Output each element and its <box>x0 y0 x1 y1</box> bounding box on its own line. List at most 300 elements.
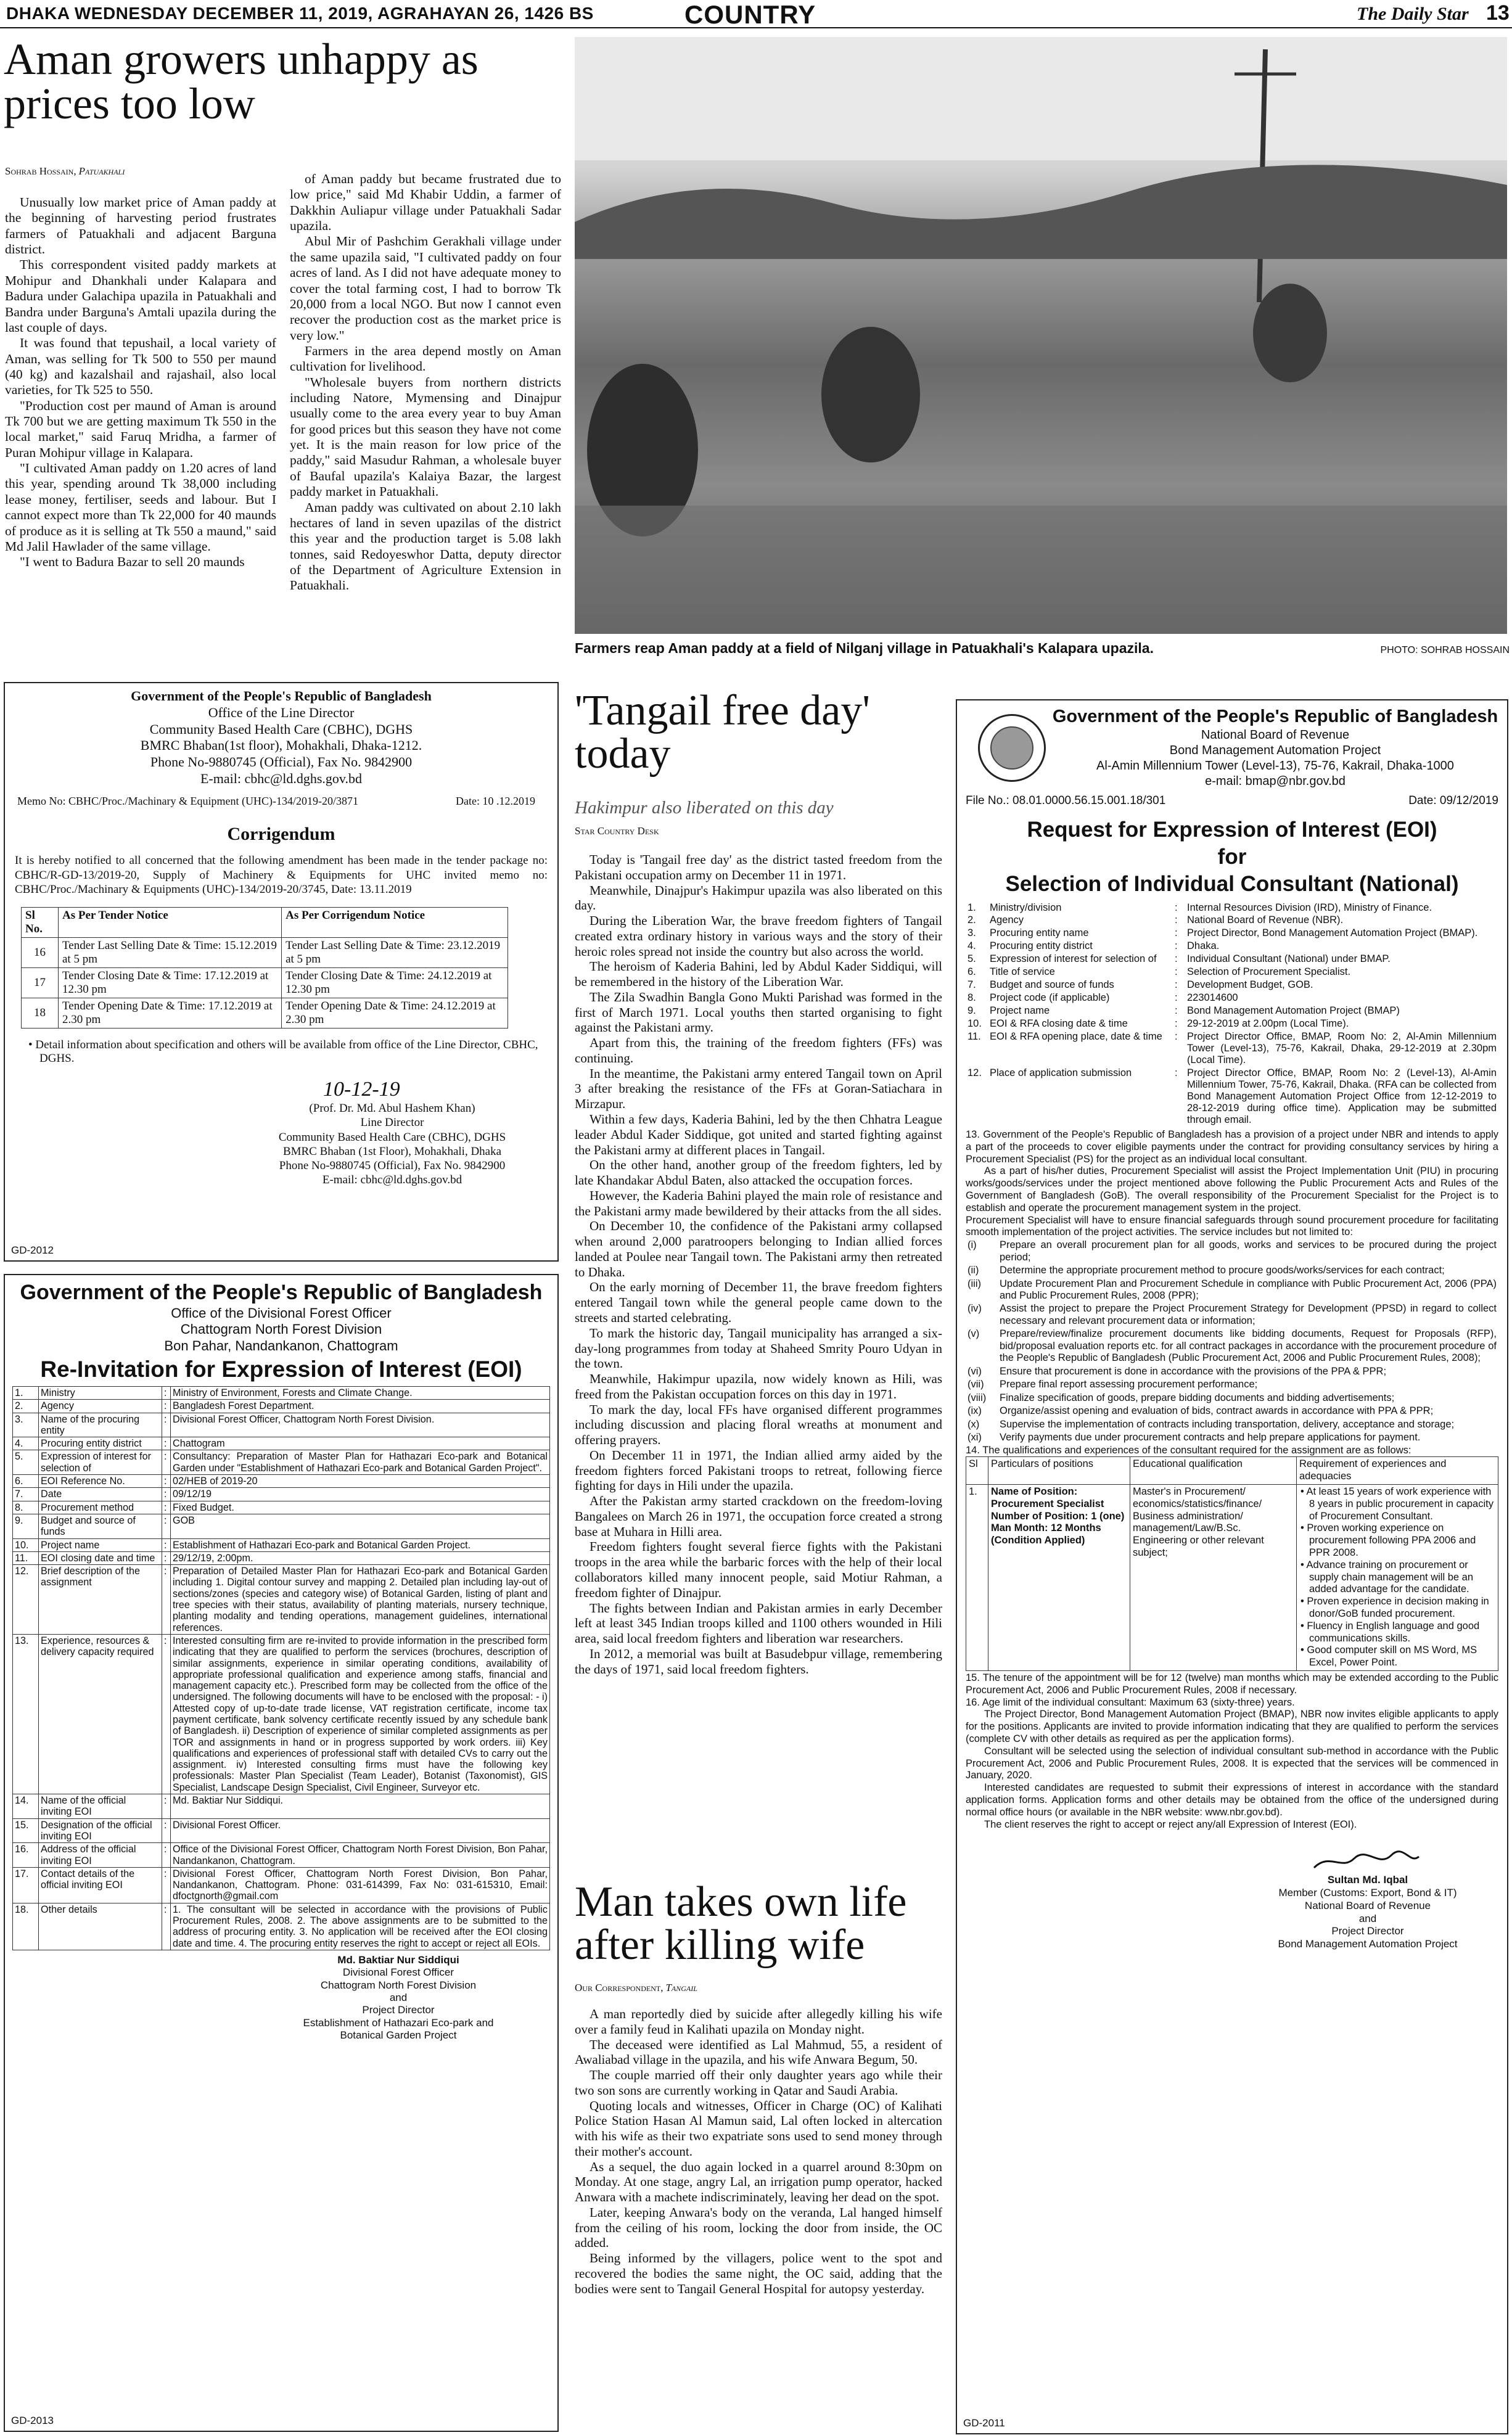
table-cell: Procuring entity name <box>990 927 1089 939</box>
row-value: Consultancy: Preparation of Master Plan for Hathazari Eco-park and Botanical Garden under "Establishment of Hathazari Eco-park and Botanical Garden Project". <box>171 1450 550 1475</box>
list-marker: (ii) <box>968 1265 979 1276</box>
tangail-paragraph: On December 10, the confidence of the Pakistani army collapsed when around 2,000 paratroopers belonging to Indian allied forces landed at Poulee near Tangail town. The Pakistani army then retreated to Dhaka. <box>575 1218 942 1279</box>
table-cell: 12. <box>968 1067 982 1079</box>
row-value: 1. The consultant will be selected in accordance with the provisions of Public Procurement Rules, 2008. 2. The above assignments are to be submitted to the address of procuring entity. 3. No application will be received after the EOI closing date and time. 4. The procuring entity reserves the right to accept or reject all EOIs. <box>171 1903 550 1950</box>
table-row <box>966 1067 1498 1127</box>
table-row <box>13 1488 550 1501</box>
list-item <box>966 1378 1498 1391</box>
table-cell: 1. <box>968 901 976 913</box>
list-marker: (x) <box>968 1418 980 1430</box>
corrigendum-header-line: Phone No-9880745 (Official), Fax No. 9842900 <box>150 754 413 770</box>
corrigendum-signatory-line: Line Director <box>360 1116 424 1130</box>
list-item <box>966 1278 1498 1303</box>
nbr-signatory-line: Sultan Md. Iqbal <box>1327 1874 1408 1886</box>
requirement-text: Proven experience in decision making in donor/GoB funded procurement. <box>1307 1596 1489 1619</box>
table-row <box>13 1818 550 1843</box>
tangail-paragraph: The heroism of Kaderia Bahini, led by Abdul Kader Siddiqui, will be remembered in the history of the Liberation War. <box>575 959 942 990</box>
row-value: Bangladesh Forest Department. <box>171 1400 550 1413</box>
corrigendum-signature: 10-12-19 <box>323 1078 400 1101</box>
page-number: 13 <box>1486 1 1510 25</box>
table-cell: Tender Opening Date & Time: 17.12.2019 at 2.30 pm <box>59 998 282 1029</box>
table-cell: Project Director Office, BMAP, Room No: 2 (Level-13), Al-Amin Millennium Tower, 75-76, Kakrail, Dhaka. (RFA can be collected from Bond Management Automation Project Office from 12-12-2019 to 28-12-2019 during office time). Application may be submitted through email. <box>1187 1067 1497 1125</box>
row-value: Chattogram <box>171 1437 550 1450</box>
forest-header-line: Office of the Divisional Forest Officer <box>171 1305 392 1321</box>
aman-paragraph: "Wholesale buyers from northern districts including Natore, Mymensing and Dinajpur usually come to the area every year to buy Aman for good prices but this season they have not come yet. It is the main reason for low price of the paddy," said Masudur Rahman, a wholesale buyer of Baufal upazila's Kalaiya Bazar, the largest paddy market in Patuakhali. <box>290 374 561 499</box>
aman-paragraph: "I cultivated Aman paddy on 1.20 acres of land this year, spending around Tk 38,000 including lease money, fertiliser, seeds and labour. But I cannot expect more than Tk 22,000 for 40 maunds of produce as it is selling at Tk 550 a maund," said Md Jalil Hawlader of the same village. <box>5 461 276 554</box>
aman-photo-credit: PHOTO: SOHRAB HOSSAIN <box>1380 645 1510 655</box>
table-cell: : <box>1175 914 1178 926</box>
forest-eoi-table <box>12 1386 550 1950</box>
table-row <box>13 1565 550 1635</box>
govt-seal-icon <box>978 714 1046 782</box>
aman-column-2 <box>290 171 561 651</box>
row-value: 02/HEB of 2019-20 <box>171 1475 550 1488</box>
table-row <box>13 1538 550 1551</box>
table-cell: Individual Consultant (National) under BMAP. <box>1187 953 1391 965</box>
masthead <box>0 0 1512 28</box>
row-number: 9. <box>13 1514 39 1538</box>
nbr-p15: 15. The tenure of the appointment will be for 12 (twelve) man months which may be extended according to the Public Procurement Act, 2006 and Public Procurement Rules, 2008 if necessary. <box>966 1672 1498 1696</box>
nbr-signature-scribble <box>1311 1849 1422 1874</box>
nbr-duties-list <box>966 1239 1498 1445</box>
nbr-date: Date: 09/12/2019 <box>1408 794 1498 808</box>
row-colon: : <box>162 1413 171 1437</box>
table-cell: 16 <box>22 938 59 968</box>
tangail-paragraph: In the meantime, the Pakistani army entered Tangail town on April 3 after breaking the resistance of the FFs at Goran-Satiachara in Mirzapur. <box>575 1066 942 1112</box>
table-cell: 11. <box>968 1031 981 1043</box>
aman-paragraph: "I went to Badura Bazar to sell 20 maunds <box>20 554 245 570</box>
row-colon: : <box>162 1565 171 1635</box>
forest-header-line: Bon Pahar, Nandankanon, Chattogram <box>164 1337 398 1353</box>
table-cell: Place of application submission <box>990 1067 1132 1079</box>
nbr-header-line: e-mail: bmap@nbr.gov.bd <box>1205 774 1346 789</box>
nbr-header-line: Al-Amin Millennium Tower (Level-13), 75-76, Kakrail, Dhaka-1000 <box>1096 759 1454 773</box>
row-label: EOI Reference No. <box>39 1475 162 1488</box>
aman-paragraph: Unusually low market price of Aman paddy at the beginning of harvesting period frustrates farmers of Patuakhali and adjacent Barguna district. <box>5 195 276 257</box>
qualification-th: Particulars of positions <box>988 1457 1130 1485</box>
forest-eoi-title: Re-Invitation for Expression of Interest (EOI) <box>40 1356 522 1382</box>
requirement-text: Good computer skill on MS Word, MS Excel, Power Point. <box>1307 1645 1477 1669</box>
row-number: 1. <box>13 1386 39 1399</box>
nbr-p18: Consultant will be selected using the selection of individual consultant sub-method in accordance with the Public Procurement Act, 2006 and Public Procurement Rules, 2008. It is expected that the services will be commenced in January, 2020. <box>966 1745 1498 1781</box>
table-cell: Bond Management Automation Project (BMAP) <box>1187 1005 1400 1017</box>
row-colon: : <box>162 1400 171 1413</box>
tangail-paragraph: Within a few days, Kaderia Bahini, led by the then Chhatra League leader Abdul Kader Siddique, got united and started fighting against the Pakistani army at different places in Tangail. <box>575 1112 942 1157</box>
tangail-paragraph: The fights between Indian and Pakistan armies in early December left at least 345 Indian troops killed and 1100 others wounded in Hili area, said local freedom fighters and liberation war researchers. <box>575 1600 942 1646</box>
row-number: 11. <box>13 1551 39 1564</box>
list-text: Ensure that procurement is done in accordance with the provisions of the PPA & PPR; <box>1000 1365 1387 1377</box>
corrigendum-memo: Memo No: CBHC/Proc./Machinary & Equipment (UHC)-134/2019-20/3871 <box>17 794 358 807</box>
forest-header-line: Government of the People's Republic of Bangladesh <box>20 1281 543 1304</box>
qualification-th: Requirement of experiences and adequacies <box>1297 1457 1498 1485</box>
table-row <box>13 1903 550 1950</box>
requirement-item: • Proven experience in decision making in donor/GoB funded procurement. <box>1300 1596 1489 1619</box>
tangail-paragraph: Today is 'Tangail free day' as the district tasted freedom from the Pakistani occupation army on December 11 in 1971. <box>575 852 942 882</box>
tangail-paragraph: On the other hand, another group of the freedom fighters, led by late Khandakar Abdul Baten, also attacked the occupation forces. <box>575 1157 942 1188</box>
masthead-rule <box>0 27 1512 28</box>
table-cell: 5. <box>968 953 976 965</box>
row-number: 13. <box>13 1634 39 1794</box>
table-row <box>22 938 508 968</box>
row-label: EOI closing date and time <box>39 1551 162 1564</box>
man-paragraph: Later, keeping Anwara's body on the veranda, Lal hanged himself from the ceiling of his room, locking the door from inside, the OC added. <box>575 2204 942 2251</box>
table-row <box>966 1004 1498 1017</box>
aman-paragraph: Abul Mir of Pashchim Gerakhali village under the same upazila said, "I cultivated paddy on four acres of land. As I did not have adequate money to cover the total farming cost, I had to borrow Tk 20,000 from a local NGO. But now I cannot even recover the production cost as the market price is very low." <box>290 234 561 343</box>
table-row <box>966 992 1498 1004</box>
forest-signatory-line: Md. Baktiar Nur Siddiqui <box>337 1953 459 1966</box>
aman-photo <box>575 37 1507 634</box>
man-paragraph: Being informed by the villagers, police went to the spot and recovered the bodies the same night, the OC said, adding that the bodies were sent to Tangail General Hospital for autopsy yesterday. <box>575 2251 942 2296</box>
row-number: 5. <box>13 1450 39 1475</box>
tangail-paragraph: To mark the historic day, Tangail municipality has arranged a six-day-long programmes from today at Shaheed Smrity Pouro Udyan in the town. <box>575 1325 942 1371</box>
nbr-header <box>1052 705 1498 789</box>
row-value: Divisional Forest Officer, Chattogram North Forest Division. <box>171 1413 550 1437</box>
row-label: Name of the procuring entity <box>39 1413 162 1437</box>
tangail-headline: 'Tangail free day' today <box>575 689 870 778</box>
nbr-title: Request for Expression of Interest (EOI) for Selection of Individual Consultant (National) <box>1005 818 1459 896</box>
nbr-p14: 14. The qualifications and experiences of the consultant required for the assignment are as follows: <box>966 1444 1411 1456</box>
table-cell: Project Director, Bond Management Automation Project (BMAP). <box>1187 927 1478 939</box>
row-label: Ministry <box>39 1386 162 1399</box>
newspaper-logo: The Daily Star <box>1357 4 1469 24</box>
table-row <box>13 1794 550 1819</box>
corrigendum-ad <box>4 682 559 1262</box>
nbr-signatory-line: Project Director <box>1331 1925 1404 1937</box>
tangail-paragraph: Meanwhile, Dinajpur's Hakimpur upazila was also liberated on this day. <box>575 882 942 913</box>
row-colon: : <box>162 1903 171 1950</box>
row-value: Divisional Forest Officer, Chattogram North Forest Division, Bon Pahar, Nandankanon, Chattogram. Phone: 031-614399, Fax No: 031-615310, Email: dfoctgnorth@gmail.com <box>171 1867 550 1903</box>
nbr-header-row <box>966 705 1498 789</box>
corrigendum-signatory-line: (Prof. Dr. Md. Abul Hashem Khan) <box>309 1102 475 1115</box>
table-cell: Agency <box>990 914 1024 926</box>
aman-headline-wrap <box>4 37 566 129</box>
row-value: Fixed Budget. <box>171 1501 550 1514</box>
aman-headline: Aman growers unhappy as prices too low <box>4 37 479 128</box>
row-number: 7. <box>13 1488 39 1501</box>
table-row <box>966 953 1498 966</box>
corrigendum-signatory-line: E-mail: cbhc@ld.dghs.gov.bd <box>322 1173 462 1187</box>
nbr-signatory-line: Bond Management Automation Project <box>1278 1937 1458 1950</box>
nbr-p13b: As a part of his/her duties, Procurement Specialist will assist the Project Implementation Unit (PIU) in procuring works/goods/services under the project mentioned above following the Public Procurement Acts and Rules of the Government of Bangladesh (GoB). The overall responsibility of the Procurement Specialist for the Project is to establish and operate the procurement management system in the project. <box>966 1165 1498 1213</box>
requirement-text: Fluency in English language and good communications skills. <box>1307 1620 1480 1644</box>
row-colon: : <box>162 1501 171 1514</box>
man-byline: Our Correspondent, Tangail <box>575 1982 697 1994</box>
tangail-paragraph: To mark the day, local FFs have organised different programmes including discussion and placing floral wreaths at monument and offering prayers. <box>575 1402 942 1448</box>
table-cell: 3. <box>968 927 976 939</box>
table-cell: 4. <box>968 940 976 952</box>
row-colon: : <box>162 1818 171 1843</box>
tangail-paragraph: In 2012, a memorial was built at Basudebpur village, remembering the days of 1971, said local freedom fighters. <box>575 1646 942 1677</box>
forest-signatory-line: Chattogram North Forest Division <box>320 1979 477 1991</box>
list-text: Supervise the implementation of contracts including transportation, delivery, acceptance and storage; <box>1000 1418 1455 1430</box>
table-row <box>966 914 1498 927</box>
table-cell: : <box>1175 927 1178 939</box>
row-label: Name of the official inviting EOI <box>39 1794 162 1819</box>
man-headline-wrap <box>575 1881 947 1987</box>
table-row <box>13 1475 550 1488</box>
corrigendum-date: Date: 10 .12.2019 <box>456 794 535 807</box>
row-colon: : <box>162 1634 171 1794</box>
forest-signatory-line: Project Director <box>362 2004 435 2016</box>
corrigendum-header-line: Government of the People's Republic of Bangladesh <box>131 688 432 704</box>
forest-eoi-ad <box>4 1274 559 2432</box>
requirement-item: • Proven working experience on procurement following PPA 2006 and PPR 2008. <box>1300 1522 1476 1558</box>
nbr-p13c: Procurement Specialist will have to ensure financial safeguards through sound procurement procedure for facilitating smooth implementation of the project activities. The service includes but not limited to: <box>966 1214 1498 1238</box>
tangail-paragraph: However, the Kaderia Bahini played the main role of resistance and the Pakistani army made bewildered by their attacks from the all sides. <box>575 1188 942 1218</box>
row-value: 29/12/19, 2:00pm. <box>171 1551 550 1564</box>
row-label: Experience, resources & delivery capacity required <box>39 1634 162 1794</box>
table-cell: Tender Last Selling Date & Time: 15.12.2019 at 5 pm <box>59 938 282 968</box>
aman-paragraph: "Production cost per maund of Aman is around Tk 700 but we are getting maximum Tk 550 in the local market," said Faruq Mridha, a farmer of Puran Mohipur village in Kalapara. <box>5 398 276 460</box>
table-cell: EOI & RFA opening place, date & time <box>990 1031 1162 1043</box>
aman-paragraph: It was found that tepushail, a local variety of Aman, was selling for Tk 500 to 550 per maund (40 kg) and kazalshail and rajashail, also local varieties, for Tk 525 to 550. <box>5 335 276 398</box>
table-cell: : <box>1175 901 1178 913</box>
corrigendum-signatory-line: BMRC Bhaban (1st Floor), Mohakhali, Dhaka <box>282 1144 502 1158</box>
nbr-info-table <box>966 901 1498 1127</box>
forest-signatory-line: and <box>389 1992 408 2004</box>
row-number: 2. <box>13 1400 39 1413</box>
row-value: Interested consulting firm are re-invited to provide information in the prescribed form indicating that they are qualified to perform the services (brochures, description of similar assignments, experience in similar operating conditions, availability of appropriate professional qualification and experience among staffs, financial and management capacity etc.). Prescribed form may be collected from the office of the undersigned. The following documents will have to be enclosed with the proposal: - i) Attested copy of up-to-date trade license, VAT registration certificate, income tax payment certificate, bank solvency certificate recently issued by any schedule bank of Bangladesh. ii) Description of experience of similar completed assignments as per TOR and assignments in hand or in progress supported by work orders. iii) Key qualifications and experiences of professional staff with detailed CVs to carry out the assignment. iv) Interested consulting firms must have the following key professionals: Master Plan Specialist (Team Leader), Botanist (Taxonomist), GIS Specialist, Landscape Design Specialist, Civil Engineer, Surveyor etc. <box>171 1634 550 1794</box>
list-marker: (vi) <box>968 1365 982 1377</box>
table-cell: : <box>1175 1031 1178 1043</box>
corrigendum-th: As Per Tender Notice <box>59 908 282 938</box>
row-label: Date <box>39 1488 162 1501</box>
table-cell: : <box>1175 1018 1178 1030</box>
list-marker: (i) <box>968 1239 977 1251</box>
list-text: Prepare an overall procurement plan for all goods, works and services to be procured during the project period; <box>1000 1239 1497 1263</box>
tangail-body <box>575 852 942 1862</box>
requirement-item: • Good computer skill on MS Word, MS Excel, Power Point. <box>1300 1645 1477 1669</box>
table-cell: Tender Closing Date & Time: 17.12.2019 at 12.30 pm <box>59 968 282 998</box>
row-colon: : <box>162 1551 171 1564</box>
row-colon: : <box>162 1538 171 1551</box>
man-paragraph: As a sequel, the duo again locked in a quarrel around 8:30pm on Monday. At one stage, angry Lal, an irrigation pump operator, hacked Anwara with a machete indiscriminately, leaving her dead on the spot. <box>575 2159 942 2205</box>
row-number: 12. <box>13 1565 39 1635</box>
row-colon: : <box>162 1437 171 1450</box>
table-cell: Expression of interest for selection of <box>990 953 1157 965</box>
row-label: Project name <box>39 1538 162 1551</box>
nbr-p13: 13. Government of the People's Republic of Bangladesh has a provision of a project under NBR and intends to apply a part of the proceeds to cover eligible payments under the contract for providing consultancy services by hiring a Procurement Specialist (PS) for the project as an individual local consultant. <box>966 1128 1498 1165</box>
list-item <box>966 1392 1498 1405</box>
forest-eoi-code: GD-2013 <box>11 2415 54 2426</box>
table-cell: Budget and source of funds <box>990 979 1114 991</box>
man-paragraph: A man reportedly died by suicide after allegedly killing his wife over a family feud in Kalihati upazila on Monday night. <box>575 2006 942 2037</box>
table-row <box>22 998 508 1029</box>
row-number: 16. <box>13 1843 39 1868</box>
tangail-paragraph: Meanwhile, Hakimpur upazila, now widely known as Hili, was freed from the Pakistan occupation forces on this day in 1971. <box>575 1371 942 1402</box>
table-cell: Dhaka. <box>1187 940 1220 952</box>
table-cell: 29-12-2019 at 2.00pm (Local Time). <box>1187 1018 1349 1030</box>
man-paragraph: The deceased were identified as Lal Mahmud, 55, a resident of Awaliabad village in the upazila, and his wife Anwara Begum, 50. <box>575 2037 942 2067</box>
table-row <box>13 1501 550 1514</box>
qualification-th: Sl <box>966 1457 988 1485</box>
nbr-eoi-ad <box>956 699 1508 2434</box>
table-cell: 8. <box>968 992 976 1004</box>
table-row <box>13 1437 550 1450</box>
table-row <box>966 901 1498 914</box>
row-colon: : <box>162 1475 171 1488</box>
list-item <box>966 1431 1498 1444</box>
row-value: 09/12/19 <box>171 1488 550 1501</box>
forest-eoi-header <box>12 1280 550 1354</box>
row-label: Budget and source of funds <box>39 1514 162 1538</box>
row-value: Establishment of Hathazari Eco-park and Botanical Garden Project. <box>171 1538 550 1551</box>
list-text: Finalize specification of goods, prepare bidding documents and bidding advertisements; <box>1000 1392 1395 1403</box>
table-cell: Ministry/division <box>990 901 1062 913</box>
table-cell: 10. <box>968 1018 982 1030</box>
table-row <box>13 1400 550 1413</box>
table-row <box>13 1634 550 1794</box>
forest-signatory-line: Divisional Forest Officer <box>342 1966 454 1979</box>
corrigendum-body: It is hereby notified to all concerned that the following amendment has been made in the tender package no: CBHC/R-GD-13/2019-20, Supply of Machinery & Equipments for UHC invited memo no: CBHC/Proc./Machinary & Equipments (UHC)-134/2019-20/3745, Date: 13.11.2019 <box>15 853 548 897</box>
corrigendum-bullet: • Detail information about specification and others will be available from office of the Line Director, CBHC, DGHS. <box>28 1038 538 1066</box>
nbr-header-line: Bond Management Automation Project <box>1169 744 1381 758</box>
nbr-p16: 16. Age limit of the individual consultant: Maximum 63 (sixty-three) years. <box>966 1696 1295 1708</box>
table-cell: Project code (if applicable) <box>990 992 1110 1004</box>
row-value: GOB <box>171 1514 550 1538</box>
corrigendum-code: GD-2012 <box>11 1244 54 1256</box>
table-row <box>966 979 1498 992</box>
corrigendum-table <box>21 907 508 1029</box>
row-label: Agency <box>39 1400 162 1413</box>
row-number: 15. <box>13 1818 39 1843</box>
nbr-signatory-line: and <box>1358 1912 1377 1924</box>
requirement-item: • Advance training on procurement or supply chain management will be an added advantage for the candidate. <box>1300 1559 1473 1595</box>
corrigendum-memo-line <box>15 795 548 808</box>
table-cell: 6. <box>968 966 976 978</box>
table-cell: Internal Resources Division (IRD), Ministry of Finance. <box>1187 901 1432 913</box>
corrigendum-header-line: Office of the Line Director <box>208 704 355 720</box>
nbr-signatory <box>1237 1874 1498 1950</box>
row-colon: : <box>162 1488 171 1501</box>
corrigendum-th: As Per Corrigendum Notice <box>282 908 508 938</box>
row-number: 18. <box>13 1903 39 1950</box>
table-row <box>13 1450 550 1475</box>
man-headline: Man takes own life after killing wife <box>575 1881 907 1969</box>
tangail-paragraph: Apart from this, the training of the freedom fighters (FFs) was continuing. <box>575 1035 942 1066</box>
tangail-byline: Star Country Desk <box>575 825 659 837</box>
list-marker: (iv) <box>968 1303 982 1315</box>
row-value: Divisional Forest Officer. <box>171 1818 550 1843</box>
table-cell: Development Budget, GOB. <box>1187 979 1313 991</box>
row-colon: : <box>162 1514 171 1538</box>
corrigendum-header-line: E-mail: cbhc@ld.dghs.gov.bd <box>200 771 362 787</box>
row-number: 6. <box>13 1475 39 1488</box>
forest-signatory-line: Establishment of Hathazari Eco-park and <box>303 2016 494 2029</box>
table-cell: 18 <box>22 998 59 1029</box>
table-cell: : <box>1175 940 1178 952</box>
row-label: Designation of the official inviting EOI <box>39 1818 162 1843</box>
table-row <box>13 1843 550 1868</box>
nbr-signatory-line: Member (Customs: Export, Bond & IT) <box>1278 1887 1457 1899</box>
nbr-p17: The Project Director, Bond Management Automation Project (BMAP), NBR now invites eligible applicants to apply for the positions. Applicants are invited to provide information indicating that they are qualified to perform the services (complete CV with other details as required as per the application forms). <box>966 1709 1498 1744</box>
table-cell: 9. <box>968 1005 976 1017</box>
table-cell: : <box>1175 979 1178 991</box>
table-cell: Title of service <box>990 966 1055 978</box>
row-number: 17. <box>13 1867 39 1903</box>
table-cell: : <box>1175 1067 1178 1079</box>
row-label: Procurement method <box>39 1501 162 1514</box>
table-cell: 17 <box>22 968 59 998</box>
table-row <box>966 940 1498 953</box>
row-label: Expression of interest for selection of <box>39 1450 162 1475</box>
corrigendum-header <box>15 688 548 787</box>
section-title: COUNTRY <box>684 0 816 28</box>
table-row <box>13 1386 550 1399</box>
nbr-file-line <box>966 794 1498 808</box>
requirement-text: Advance training on procurement or supply chain management will be an added advantage for the candidate. <box>1306 1559 1473 1595</box>
row-colon: : <box>162 1386 171 1399</box>
qualification-requirements <box>1297 1485 1498 1671</box>
forest-header-line: Chattogram North Forest Division <box>180 1321 382 1337</box>
table-row <box>13 1514 550 1538</box>
row-number: 4. <box>13 1437 39 1450</box>
requirement-item: • At least 15 years of work experience with 8 years in public procurement in capacity of Procurement Consultant. <box>1300 1486 1494 1522</box>
list-item <box>966 1328 1498 1365</box>
table-cell: Project Director Office, BMAP, Room No: 2, Al-Amin Millennium Tower (Level-13), 75-76, Kakrail, Dhaka, 29-12-2019 at 2.30pm (Local Time). <box>1187 1031 1497 1066</box>
nbr-header-line: National Board of Revenue <box>1201 728 1350 742</box>
corrigendum-header-line: BMRC Bhaban(1st floor), Mohakhali, Dhaka-1212. <box>140 737 422 753</box>
table-row <box>966 1457 1498 1485</box>
paddy-field-illustration <box>575 37 1507 634</box>
list-item <box>966 1365 1498 1378</box>
tangail-headline-wrap <box>575 689 947 798</box>
table-cell: Tender Opening Date & Time: 24.12.2019 at 2.30 pm <box>282 998 508 1029</box>
qualification-education: Master's in Procurement/ economics/statistics/finance/ Business administration/ management/Law/B.Sc. Engineering or other relevant subject; <box>1130 1485 1297 1671</box>
table-cell: Procuring entity district <box>990 940 1093 952</box>
nbr-p20: The client reserves the right to accept or reject any/all Expression of Interest (EOI). <box>984 1818 1357 1830</box>
tangail-kicker: Hakimpur also liberated on this day <box>575 798 834 818</box>
forest-signatory-line: Botanical Garden Project <box>340 2029 457 2042</box>
table-cell: Project name <box>990 1005 1050 1017</box>
aman-column-1 <box>5 195 276 651</box>
list-marker: (ix) <box>968 1405 982 1417</box>
man-body <box>575 2006 942 2433</box>
corrigendum-signatory-line: Community Based Health Care (CBHC), DGHS <box>278 1130 506 1144</box>
list-item <box>966 1264 1498 1277</box>
table-row <box>966 966 1498 979</box>
list-item <box>966 1302 1498 1328</box>
tangail-paragraph: During the Liberation War, the brave freedom fighters of Tangail created extra ordinary history in various ways and the story of their heroic roles spread not inside the country but also across the world. <box>575 913 942 959</box>
list-marker: (viii) <box>968 1392 987 1403</box>
qualification-sl: 1. <box>966 1485 988 1671</box>
aman-paragraph: Aman paddy was cultivated on about 2.10 lakh hectares of land in seven upazilas of the district this year and the production target is 5.08 lakh tonnes, said Redoyeswhor Datta, deputy director of the Department of Agriculture Extension in Patuakhali. <box>290 499 561 593</box>
table-row <box>966 1485 1498 1671</box>
nbr-signatory-line: National Board of Revenue <box>1304 1899 1431 1911</box>
table-cell: : <box>1175 966 1178 978</box>
row-value: Preparation of Detailed Master Plan for Hathazari Eco-park and Botanical Garden including 1. Digital contour survey and mapping 2. Detailed plan including lay-out of sections/zones (species and category wise) of Botanical Garden, listing of plant and tree species with their status, availability of planting materials, nursery technique, planting modality and tending operations, management guidelines, international references. <box>171 1565 550 1635</box>
aman-paragraph: This correspondent visited paddy markets at Mohipur and Dhankhali under Kalapara and Badura under Galachipa upazila in Patuakhali and Bandra under Barguna's Amtali upazila during the last couple of days. <box>5 257 276 335</box>
table-row <box>13 1551 550 1564</box>
table-row <box>966 1030 1498 1067</box>
row-value: Md. Baktiar Nur Siddiqui. <box>171 1794 550 1819</box>
list-text: Update Procurement Plan and Procurement Schedule in compliance with Public Procurement Act, 2006 (PPA) and Public Procurement Rules, 2008 (PPR); <box>1000 1278 1497 1301</box>
table-cell: Tender Last Selling Date & Time: 23.12.2019 at 5 pm <box>282 938 508 968</box>
table-cell: EOI & RFA closing date & time <box>990 1018 1128 1030</box>
table-cell: 7. <box>968 979 976 991</box>
forest-eoi-signatory <box>247 1954 550 2042</box>
qualification-th: Educational qualification <box>1130 1457 1297 1485</box>
dateline: DHAKA WEDNESDAY DECEMBER 11, 2019, AGRAHAYAN 26, 1426 BS <box>6 4 594 23</box>
corrigendum-header-line: Community Based Health Care (CBHC), DGHS <box>149 721 413 737</box>
row-colon: : <box>162 1867 171 1903</box>
list-marker: (v) <box>968 1328 980 1340</box>
table-row <box>22 968 508 998</box>
list-text: Prepare final report assessing procurement performance; <box>1000 1379 1258 1390</box>
row-colon: : <box>162 1450 171 1475</box>
table-cell: : <box>1175 992 1178 1004</box>
requirement-text: At least 15 years of work experience with 8 years in public procurement in capacity of Procurement Consultant. <box>1306 1486 1494 1522</box>
